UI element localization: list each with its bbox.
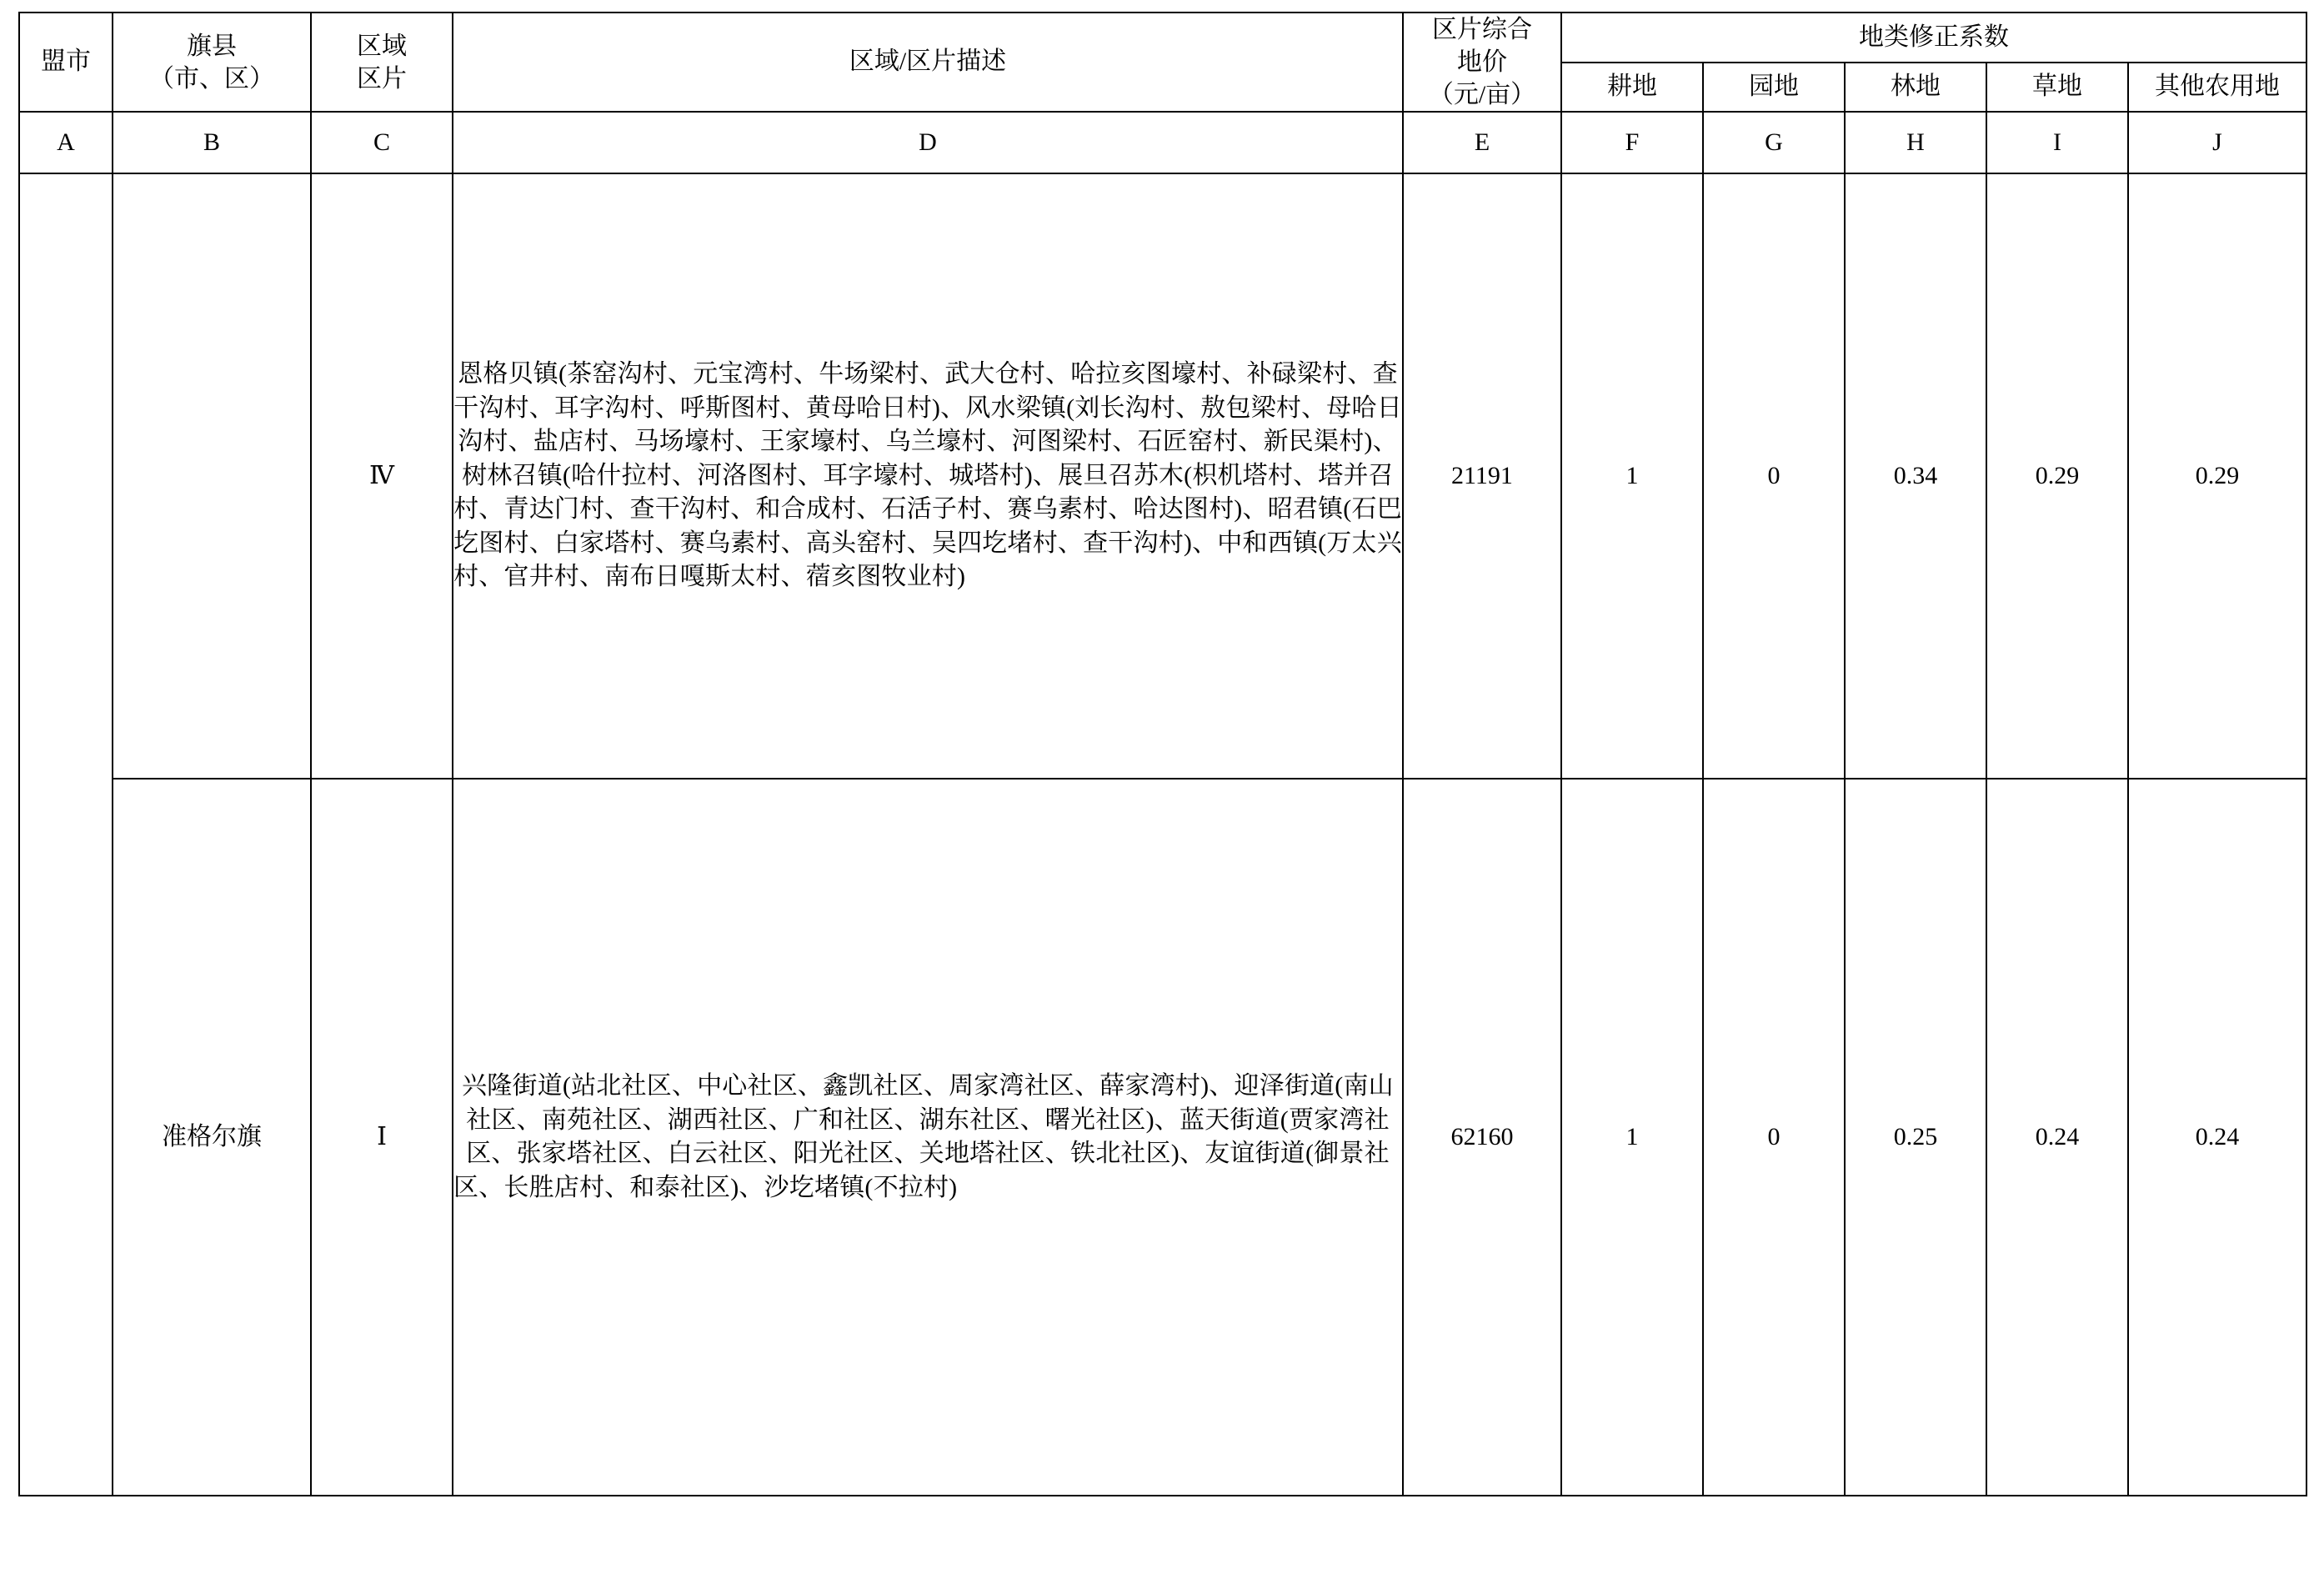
column-letter-d: D: [453, 112, 1403, 173]
cell-qu-pian: Ⅰ: [311, 779, 453, 1496]
cell-lin-di: 0.25: [1845, 779, 1986, 1496]
column-letter-b: B: [113, 112, 311, 173]
column-letter-row: [19, 112, 2306, 173]
column-letter-g: G: [1703, 112, 1845, 173]
column-letter-e: E: [1403, 112, 1561, 173]
cell-yuan-di: 0: [1703, 173, 1845, 779]
header-qi-xian-line2: （市、区）: [149, 64, 274, 93]
header-qi-xian-line1: 旗县: [187, 32, 237, 60]
cell-qu-pian: Ⅳ: [311, 173, 453, 779]
cell-yuan-di: 0: [1703, 779, 1845, 1496]
header-qi-xian: [113, 13, 311, 112]
header-yuan-di: 园地: [1703, 63, 1845, 113]
cell-lin-di: 0.34: [1845, 173, 1986, 779]
cell-cao-di: 0.29: [1986, 173, 2128, 779]
header-lin-di: 林地: [1845, 63, 1986, 113]
header-geng-di: 耕地: [1561, 63, 1703, 113]
header-coefficient-group: 地类修正系数: [1561, 13, 2306, 63]
land-price-table: [18, 12, 2307, 1496]
header-description: 区域/区片描述: [453, 13, 1403, 112]
column-letter-f: F: [1561, 112, 1703, 173]
cell-description: 恩格贝镇(茶窑沟村、元宝湾村、牛场梁村、武大仓村、哈拉亥图壕村、补碌梁村、查干沟村、耳字沟村、呼斯图村、黄母哈日村)、风水梁镇(刘长沟村、敖包梁村、母哈日沟村、盐店村、马场壕村、王家壕村、乌兰壕村、河图梁村、石匠窑村、新民渠村)、树林召镇(哈什拉村、河洛图村、耳字壕村、城塔村)、展旦召苏木(枳机塔村、塔并召村、青达门村、查干沟村、和合成村、石活子村、赛乌素村、哈达图村)、昭君镇(石巴圪图村、白家塔村、赛乌素村、高头窑村、吴四圪堵村、查干沟村)、中和西镇(万太兴村、官井村、南布日嘎斯太村、蓿亥图牧业村): [453, 173, 1403, 779]
column-letter-c: C: [311, 112, 453, 173]
header-qu-pian-line2: 区片: [357, 64, 407, 93]
header-price-line1: 区片综合: [1432, 16, 1532, 43]
cell-qi-ta-nong-yong-di: 0.29: [2128, 173, 2306, 779]
cell-qi-xian: [113, 173, 311, 779]
cell-price: 21191: [1403, 173, 1561, 779]
header-meng-shi: 盟市: [19, 13, 113, 112]
column-letter-a: A: [19, 112, 113, 173]
header-cao-di: 草地: [1986, 63, 2128, 113]
header-price-line2: 地价: [1457, 48, 1507, 76]
cell-qi-ta-nong-yong-di: 0.24: [2128, 779, 2306, 1496]
cell-description: 兴隆街道(站北社区、中心社区、鑫凯社区、周家湾社区、薛家湾村)、迎泽街道(南山社区、南苑社区、湖西社区、广和社区、湖东社区、曙光社区)、蓝天街道(贾家湾社区、张家塔社区、白云社区、阳光社区、关地塔社区、铁北社区)、友谊街道(御景社区、长胜店村、和泰社区)、沙圪堵镇(不拉村): [453, 779, 1403, 1496]
table-row: [19, 779, 2306, 1496]
table-header-row: [19, 13, 2306, 63]
header-qi-ta-nong-yong-di: 其他农用地: [2128, 63, 2306, 113]
cell-cao-di: 0.24: [1986, 779, 2128, 1496]
cell-qi-xian: 准格尔旗: [113, 779, 311, 1496]
header-price: [1403, 13, 1561, 112]
header-qu-pian-line1: 区域: [357, 32, 407, 60]
cell-geng-di: 1: [1561, 173, 1703, 779]
cell-meng-shi: [19, 173, 113, 1496]
header-qu-pian: [311, 13, 453, 112]
table-row: [19, 173, 2306, 779]
cell-geng-di: 1: [1561, 779, 1703, 1496]
column-letter-h: H: [1845, 112, 1986, 173]
column-letter-j: J: [2128, 112, 2306, 173]
header-price-line3: （元/亩）: [1428, 81, 1536, 108]
cell-price: 62160: [1403, 779, 1561, 1496]
column-letter-i: I: [1986, 112, 2128, 173]
